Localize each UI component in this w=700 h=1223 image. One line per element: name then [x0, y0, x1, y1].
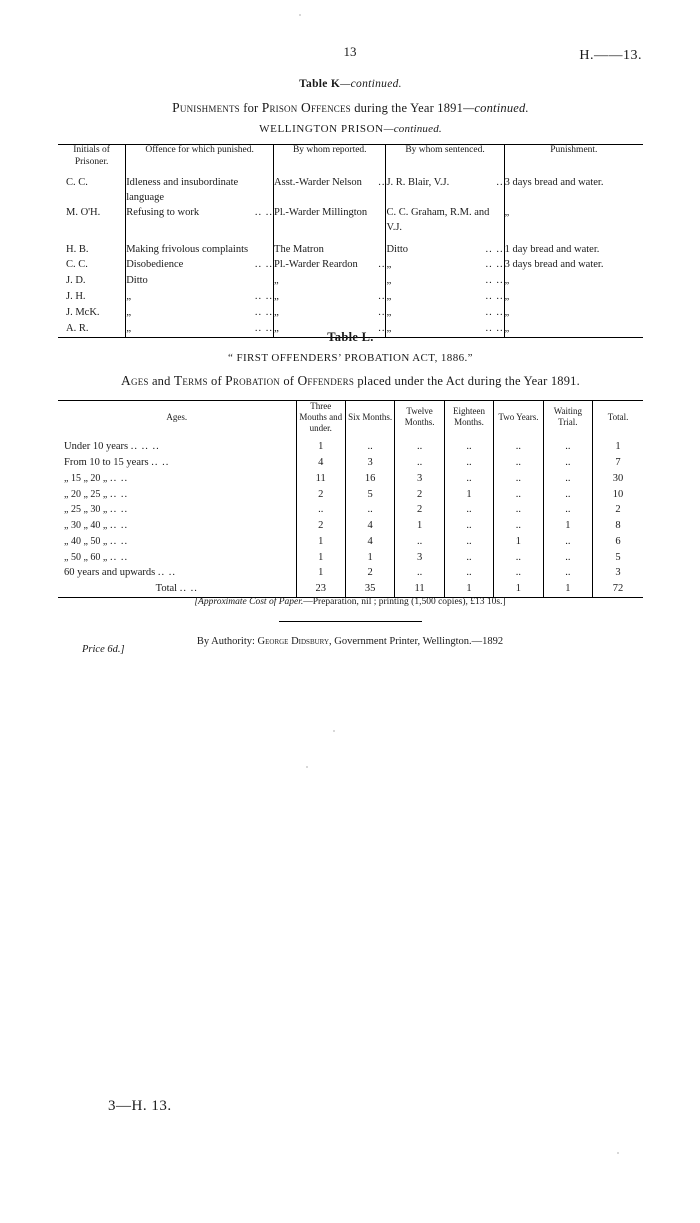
cell-age [58, 433, 296, 455]
cell-six-months: 1 [345, 550, 394, 566]
cell-two-years: 1 [494, 534, 543, 550]
cell-age-dots: .. .. .. [130, 441, 160, 453]
cell-age-dots: .. .. [151, 457, 170, 469]
caption-during-year: during the Year 1891 [354, 101, 464, 115]
table-l-header-row [58, 401, 643, 434]
cell-age-text: „ 40 „ 50 „ [64, 535, 108, 547]
cell-age-text: From 10 to 15 years [64, 457, 149, 469]
th-offence: Offence for which punished. [126, 145, 274, 169]
paper-speck [306, 766, 308, 768]
cell-age [58, 471, 296, 487]
cell-twelve-months: .. [395, 565, 444, 581]
page-number: 13 [343, 44, 357, 59]
cell-total: 6 [615, 535, 621, 547]
cell-three-months: 2 [296, 487, 345, 503]
table-k [58, 144, 643, 338]
table-k-caption [58, 100, 643, 116]
signature-mark: 3—H. 13. [108, 1098, 172, 1114]
cell-age-dots: .. .. [109, 504, 129, 516]
cell-reported: „ [274, 273, 386, 289]
cell-two-years: .. [494, 502, 543, 518]
th-two-years: Two Years. [494, 401, 543, 434]
cell-punishment: „ [504, 274, 510, 286]
cell-sentenced-text: „ [386, 289, 392, 302]
table-total-row [58, 581, 643, 597]
cell-sentenced-text: „ [386, 305, 392, 318]
cell-age [58, 550, 296, 566]
cell-age [58, 455, 296, 471]
cell-reported: The Matron [274, 236, 386, 257]
caption-terms: Terms [173, 373, 208, 388]
cell-age-text: „ 30 „ 40 „ [64, 520, 108, 532]
cell-six-months: .. [345, 502, 394, 518]
cell-reported [274, 289, 386, 305]
cell-two-years: .. [494, 565, 543, 581]
cell-total-label [58, 581, 296, 597]
table-l-caption [58, 373, 643, 389]
cell-age-dots: .. .. [109, 551, 129, 563]
table-row [58, 289, 643, 305]
table-k-header-row [58, 145, 643, 169]
cell-initials: J. D. [58, 273, 126, 289]
th-ages: Ages. [58, 401, 296, 434]
list-item [58, 565, 643, 581]
table-k-subcaption [58, 123, 643, 135]
th-six-months: Six Months. [345, 401, 394, 434]
cell-sentenced-text: J. R. Blair, V.J. [386, 176, 450, 188]
cell-age [58, 487, 296, 503]
cell-eighteen-months: .. [444, 433, 493, 455]
table-l-act-title: “ FIRST OFFENDERS’ PROBATION ACT, 1886.” [228, 352, 473, 364]
cell-sentenced [386, 236, 504, 257]
cell-sentenced-dots: .. .. [485, 306, 504, 318]
authority-suffix: Government Printer, Wellington.—1892 [334, 636, 504, 647]
cell-twelve-months: 2 [395, 487, 444, 503]
list-item [58, 455, 643, 471]
cell-age-text: „ 25 „ 30 „ [64, 504, 108, 516]
cell-offence-dots: .. .. [254, 258, 274, 270]
cell-two-years: .. [494, 550, 543, 566]
table-row [58, 273, 643, 289]
cell-two-years-total: 1 [494, 581, 543, 597]
cell-sentenced-text: „ [386, 257, 392, 270]
cell-age [58, 502, 296, 518]
cell-punishment: 3 days bread and water. [504, 176, 604, 188]
table-row [58, 236, 643, 257]
cell-age [58, 565, 296, 581]
caption-ages: Ages [121, 373, 149, 388]
list-item [58, 487, 643, 503]
total-label-text: Total [155, 583, 178, 595]
cell-two-years: .. [494, 433, 543, 455]
cell-waiting-trial: .. [543, 471, 592, 487]
cell-sentenced [386, 257, 504, 273]
cell-waiting-trial-total: 1 [543, 581, 592, 597]
cell-eighteen-months: .. [444, 550, 493, 566]
cell-offence [126, 305, 274, 321]
cell-six-months: 4 [345, 534, 394, 550]
cell-twelve-months: 2 [395, 502, 444, 518]
cell-eighteen-months: .. [444, 471, 493, 487]
th-total: Total. [607, 411, 629, 422]
cell-offence: Ditto [126, 273, 274, 289]
caption-continued: —continued. [463, 101, 529, 115]
cell-sentenced-dots: .. .. [485, 243, 504, 255]
total-label-dots: .. .. [179, 583, 198, 595]
cell-age-text: 60 years and upwards [64, 567, 156, 579]
cell-three-months: 1 [296, 433, 345, 455]
cell-six-months: .. [345, 433, 394, 455]
cell-two-years: .. [494, 487, 543, 503]
cell-eighteen-months: .. [444, 518, 493, 534]
cell-reported-dots: .. [378, 322, 386, 334]
cell-twelve-months: 3 [395, 471, 444, 487]
cell-initials: C. C. [58, 169, 126, 205]
cell-initials: J. McK. [58, 305, 126, 321]
list-item [58, 433, 643, 455]
cell-age-text: „ 50 „ 60 „ [64, 551, 108, 563]
cell-six-months: 5 [345, 487, 394, 503]
cell-punishment: „ [504, 207, 510, 219]
cell-total: 2 [615, 504, 621, 516]
cell-sentenced [386, 289, 504, 305]
cell-reported-text: „ [274, 289, 279, 302]
subcaption-continued: —continued. [383, 123, 442, 135]
cell-reported-text: „ [274, 305, 279, 318]
cell-two-years: .. [494, 518, 543, 534]
list-item [58, 550, 643, 566]
cell-sentenced: C. C. Graham, R.M. and V.J. [386, 205, 504, 235]
cell-six-months: 3 [345, 455, 394, 471]
cell-reported-text: Asst.-Warder Nelson [274, 176, 362, 188]
cell-offence: Making frivolous complaints [126, 236, 274, 257]
cell-sentenced [386, 305, 504, 321]
cell-twelve-months: .. [395, 433, 444, 455]
document-reference: H.——13. [579, 48, 642, 63]
cell-waiting-trial: .. [543, 534, 592, 550]
cell-three-months: 4 [296, 455, 345, 471]
cell-waiting-trial: .. [543, 433, 592, 455]
table-l-section [58, 330, 643, 598]
th-twelve-months: Twelve Months. [395, 401, 444, 434]
cost-of-paper-note [0, 597, 700, 607]
cell-three-months: 11 [296, 471, 345, 487]
cell-sentenced-text: Ditto [386, 243, 409, 255]
cell-total: 1 [615, 441, 621, 453]
cell-six-months: 16 [345, 471, 394, 487]
th-punishment: Punishment. [550, 145, 598, 155]
cell-total: 7 [615, 457, 621, 469]
caption-placed-under-act: placed under the Act during the Year 1891. [357, 374, 580, 388]
cell-offence-text: „ [126, 305, 132, 318]
subcaption-prison: WELLINGTON PRISON [259, 123, 384, 135]
cell-punishment: „ [504, 322, 510, 334]
cell-waiting-trial: .. [543, 455, 592, 471]
cell-eighteen-months: .. [444, 534, 493, 550]
table-row [58, 205, 643, 235]
cell-reported: Pl.-Warder Millington [274, 205, 386, 235]
cell-initials: H. B. [58, 236, 126, 257]
cell-punishment: 3 days bread and water. [504, 258, 604, 270]
cell-initials: A. R. [58, 321, 126, 337]
cell-twelve-months: .. [395, 534, 444, 550]
cell-reported-text: „ [274, 321, 279, 334]
cell-two-years: .. [494, 455, 543, 471]
caption-of2: of [283, 374, 295, 388]
authority-prefix: By Authority: [196, 636, 255, 647]
table-row [58, 257, 643, 273]
cell-three-months: 1 [296, 534, 345, 550]
caption-offenders: Offenders [297, 373, 355, 388]
cell-total: 3 [615, 567, 621, 579]
cell-total: 10 [612, 488, 624, 500]
th-eighteen-months: Eighteen Months. [444, 401, 493, 434]
cell-reported [274, 305, 386, 321]
cell-eighteen-months: .. [444, 455, 493, 471]
table-k-section [58, 78, 643, 338]
cell-offence: Idleness and insubordinate language [126, 169, 274, 205]
cell-sentenced [386, 169, 504, 205]
th-initials: Initials of Prisoner. [58, 145, 126, 169]
cell-grand-total: 72 [612, 583, 624, 595]
cell-twelve-months-total: 11 [395, 581, 444, 597]
table-k-label-continued: —continued. [340, 78, 402, 90]
cell-waiting-trial: .. [543, 502, 592, 518]
cell-six-months-total: 35 [345, 581, 394, 597]
table-l-label: Table L. [327, 330, 374, 344]
cell-two-years: .. [494, 471, 543, 487]
cell-age-dots: .. .. [109, 472, 129, 484]
cell-age-dots: .. .. [157, 567, 177, 579]
cell-offence [126, 289, 274, 305]
cell-three-months-total: 23 [296, 581, 345, 597]
caption-and: and [151, 374, 171, 388]
cell-three-months: 2 [296, 518, 345, 534]
cell-eighteen-months: .. [444, 565, 493, 581]
list-item [58, 471, 643, 487]
cell-eighteen-months: 1 [444, 487, 493, 503]
cell-age-text: „ 20 „ 25 „ [64, 488, 108, 500]
paper-speck [299, 14, 301, 16]
cell-twelve-months: .. [395, 455, 444, 471]
cell-waiting-trial: .. [543, 550, 592, 566]
cell-age-text: Under 10 years [64, 441, 129, 453]
table-k-label-text: Table K [299, 78, 341, 90]
cell-waiting-trial: .. [543, 487, 592, 503]
cell-total: 5 [615, 551, 621, 563]
cell-offence-dots: .. .. [254, 306, 274, 318]
cell-age [58, 518, 296, 534]
cell-total: 8 [615, 520, 621, 532]
cell-punishment: „ [504, 306, 510, 318]
cell-six-months: 4 [345, 518, 394, 534]
cell-offence-dots: .. .. [254, 207, 274, 219]
cell-three-months: 1 [296, 565, 345, 581]
cell-initials: M. O'H. [58, 205, 126, 235]
cell-reported-dots: .. [378, 290, 386, 302]
list-item [58, 502, 643, 518]
cell-three-months: 1 [296, 550, 345, 566]
cell-sentenced-dots: .. .. [485, 290, 504, 302]
cell-twelve-months: 1 [395, 518, 444, 534]
table-k-label [58, 78, 643, 90]
caption-prison-offences: Prison Offences [261, 100, 351, 115]
th-three-months: Three Mouths and under. [296, 401, 345, 434]
cell-sentenced-dots: .. .. [485, 258, 504, 270]
cell-sentenced-text: „ [386, 321, 392, 334]
cell-offence-text: „ [126, 321, 132, 334]
cell-offence-text: Disobedience [126, 258, 184, 270]
list-item [58, 534, 643, 550]
cell-reported-dots: .. [378, 176, 386, 188]
paper-speck [333, 730, 335, 732]
cell-reported-dots: .. [378, 306, 386, 318]
cell-reported-text: Pl.-Warder Reardon [274, 258, 358, 270]
cell-sentenced-dots: .. .. [485, 274, 504, 286]
cell-punishment: 1 day bread and water. [504, 243, 600, 255]
cell-sentenced-text: „ [386, 273, 392, 286]
cell-six-months: 2 [345, 565, 394, 581]
cell-offence-dots: .. .. [254, 290, 274, 302]
table-row [58, 305, 643, 321]
paper-speck [617, 1152, 619, 1154]
cell-initials: J. H. [58, 289, 126, 305]
cell-sentenced-dots: .. .. [485, 322, 504, 334]
cell-offence [126, 205, 274, 235]
cell-punishment: „ [504, 290, 510, 302]
caption-probation: Probation [225, 373, 280, 388]
th-reported: By whom reported. [274, 145, 386, 169]
cell-age-dots: .. .. [109, 535, 129, 547]
cell-reported-dots: .. [378, 258, 386, 270]
cell-sentenced-dots: .. [496, 176, 504, 188]
table-l [58, 400, 643, 598]
cell-age [58, 534, 296, 550]
cost-note-rest: —Preparation, nil ; printing (1,500 copies), £13 10s.] [303, 597, 506, 607]
cell-three-months: .. [296, 502, 345, 518]
cell-age-dots: .. .. [109, 488, 129, 500]
cell-offence-dots: .. .. [254, 322, 274, 334]
table-row [58, 169, 643, 205]
footer-divider [279, 621, 422, 622]
list-item [58, 518, 643, 534]
cell-offence-text: „ [126, 289, 132, 302]
caption-of: of [211, 374, 222, 388]
authority-printer-name: George Didsbury, [257, 636, 332, 647]
cell-offence-text: Refusing to work [126, 207, 200, 219]
cell-age-text: „ 15 „ 20 „ [64, 472, 108, 484]
caption-punishments: Punishments [172, 100, 240, 115]
cell-sentenced [386, 273, 504, 289]
th-sentenced: By whom sentenced. [386, 145, 504, 169]
cell-waiting-trial: .. [543, 565, 592, 581]
cell-initials: C. C. [58, 257, 126, 273]
caption-for: for [243, 101, 259, 115]
cell-eighteen-months: .. [444, 502, 493, 518]
cell-age-dots: .. .. [109, 520, 129, 532]
price-note: Price 6d.] [82, 644, 125, 655]
cost-note-italic: [Approximate Cost of Paper. [194, 597, 304, 607]
cell-reported [274, 257, 386, 273]
cell-twelve-months: 3 [395, 550, 444, 566]
cell-total: 30 [612, 472, 624, 484]
cell-waiting-trial: 1 [543, 518, 592, 534]
cell-reported [274, 169, 386, 205]
cell-offence [126, 257, 274, 273]
cell-eighteen-months-total: 1 [444, 581, 493, 597]
th-waiting-trial: Waiting Trial. [543, 401, 592, 434]
